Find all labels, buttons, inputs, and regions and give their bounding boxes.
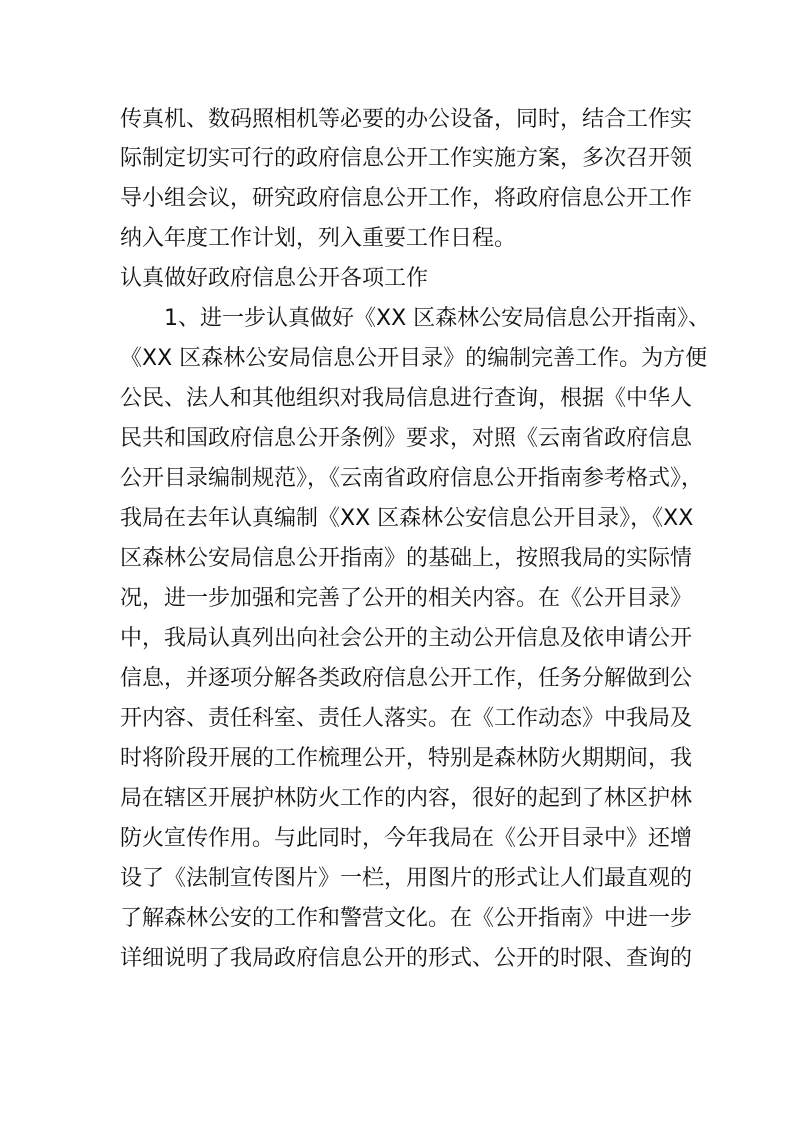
- body-line-8: 公民、法人和其他组织对我局信息进行查询，根据《中华人: [120, 386, 693, 411]
- body-line-14: 中，我局认真列出向社会公开的主动公开信息及依申请公开: [120, 626, 693, 651]
- body-line-2: 际制定切实可行的政府信息公开工作实施方案，多次召开领: [120, 146, 693, 171]
- body-line-4: 纳入年度工作计划，列入重要工作日程。: [120, 226, 517, 251]
- body-line-9: 民共和国政府信息公开条例》要求，对照《云南省政府信息: [120, 426, 693, 451]
- body-line-17: 时将阶段开展的工作梳理公开，特别是森林防火期期间，我: [120, 746, 693, 771]
- body-line-13: 况，进一步加强和完善了公开的相关内容。在《公开目录》: [120, 586, 693, 611]
- section-heading: 认真做好政府信息公开各项工作: [120, 266, 429, 291]
- body-line-19: 防火宣传作用。与此同时，今年我局在《公开目录中》还增: [120, 826, 693, 851]
- body-line-6: 1、进一步认真做好《XX 区森林公安局信息公开指南》、: [164, 306, 711, 331]
- body-line-21: 了解森林公安的工作和警营文化。在《公开指南》中进一步: [120, 906, 693, 931]
- body-line-20: 设了《法制宣传图片》一栏，用图片的形式让人们最直观的: [120, 866, 693, 891]
- body-line-12: 区森林公安局信息公开指南》的基础上，按照我局的实际情: [120, 546, 693, 571]
- body-line-16: 开内容、责任科室、责任人落实。在《工作动态》中我局及: [120, 706, 693, 731]
- body-line-22: 详细说明了我局政府信息公开的形式、公开的时限、查询的: [120, 946, 693, 971]
- body-line-15: 信息，并逐项分解各类政府信息公开工作，任务分解做到公: [120, 666, 693, 691]
- body-line-3: 导小组会议，研究政府信息公开工作，将政府信息公开工作: [120, 186, 693, 211]
- body-line-7: 《XX 区森林公安局信息公开目录》的编制完善工作。为方便: [120, 346, 708, 371]
- body-line-18: 局在辖区开展护林防火工作的内容，很好的起到了林区护林: [120, 786, 693, 811]
- body-line-1: 传真机、数码照相机等必要的办公设备，同时，结合工作实: [120, 107, 693, 132]
- body-line-11: 我局在去年认真编制《XX 区森林公安信息公开目录》，《XX: [120, 506, 694, 531]
- body-line-10: 公开目录编制规范》，《云南省政府信息公开指南参考格式》，: [120, 466, 704, 491]
